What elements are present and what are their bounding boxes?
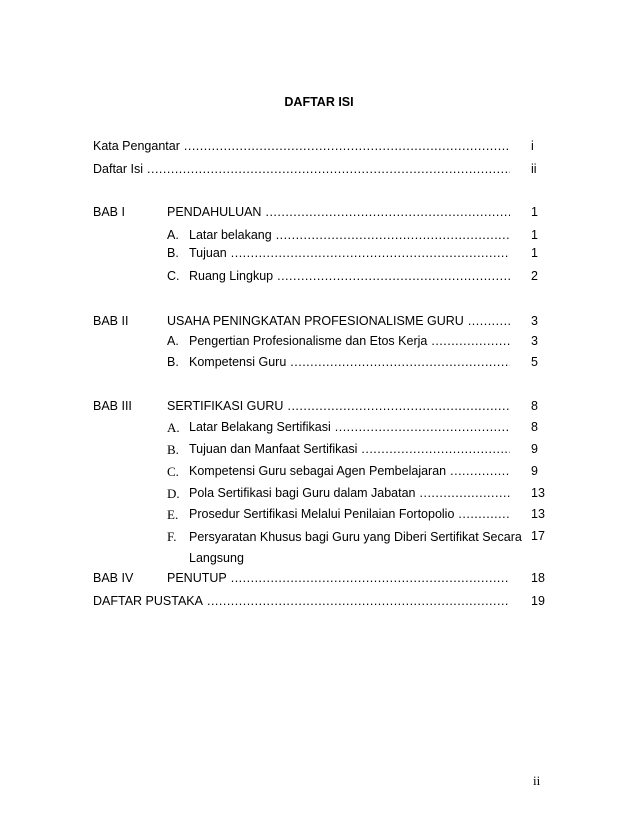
- dot-leader: [361, 442, 510, 456]
- toc-entry-chapter-3[interactable]: [167, 399, 510, 413]
- toc-page-number: 3: [531, 334, 538, 348]
- toc-entry-chapter-2[interactable]: [167, 314, 510, 328]
- toc-page-number: ii: [531, 162, 537, 176]
- item-label: Kompetensi Guru: [189, 355, 287, 369]
- toc-page-number: i: [531, 139, 534, 153]
- toc-entry-item[interactable]: [189, 334, 510, 348]
- chapter-title: PENUTUP: [167, 571, 227, 585]
- item-label: Latar Belakang Sertifikasi: [189, 420, 331, 434]
- toc-page-number: 5: [531, 355, 538, 369]
- toc-page-number: 8: [531, 420, 538, 434]
- toc-page-number: 3: [531, 314, 538, 328]
- item-letter: F.: [167, 529, 177, 544]
- item-label: Tujuan dan Manfaat Sertifikasi: [189, 442, 358, 456]
- toc-page-number: 8: [531, 399, 538, 413]
- toc-entry-item[interactable]: [189, 355, 510, 369]
- chapter-title: PENDAHULUAN: [167, 205, 262, 219]
- toc-entry-item[interactable]: [189, 464, 510, 478]
- toc-entry-chapter-1[interactable]: [167, 205, 510, 219]
- item-letter: A.: [167, 334, 179, 348]
- dot-leader: [335, 420, 510, 434]
- dot-leader: [231, 571, 510, 585]
- item-letter: D.: [167, 486, 180, 501]
- toc-page-number: 17: [531, 529, 545, 543]
- item-label: Pengertian Profesionalisme dan Etos Kerja: [189, 334, 428, 348]
- dot-leader: [277, 269, 510, 283]
- dot-leader: [207, 594, 510, 608]
- dot-leader: [184, 139, 510, 153]
- toc-page-number: 13: [531, 486, 545, 500]
- item-letter: A.: [167, 228, 179, 242]
- item-label: Prosedur Sertifikasi Melalui Penilaian Fortopolio: [189, 507, 455, 521]
- dot-leader: [147, 162, 510, 176]
- item-label: Pola Sertifikasi bagi Guru dalam Jabatan: [189, 486, 416, 500]
- toc-entry-item-long[interactable]: Persyaratan Khusus bagi Guru yang Diberi Sertifikat Secara: [189, 530, 522, 544]
- toc-page-number: 9: [531, 464, 538, 478]
- toc-entry-daftar-pustaka[interactable]: [93, 594, 510, 608]
- item-letter: E.: [167, 507, 179, 522]
- item-label: Kompetensi Guru sebagai Agen Pembelajaran: [189, 464, 447, 478]
- chapter-label: BAB II: [93, 314, 129, 328]
- chapter-title: USAHA PENINGKATAN PROFESIONALISME GURU: [167, 314, 464, 328]
- item-label-continuation: Langsung: [189, 551, 244, 565]
- dot-leader: [420, 486, 510, 500]
- toc-page-number: 2: [531, 269, 538, 283]
- item-letter: B.: [167, 355, 179, 369]
- chapter-title: SERTIFIKASI GURU: [167, 399, 284, 413]
- item-letter: B.: [167, 442, 179, 457]
- dot-leader: [265, 205, 510, 219]
- toc-entry-item[interactable]: [189, 507, 510, 521]
- page-title: DAFTAR ISI: [284, 95, 354, 109]
- toc-entry-label: Kata Pengantar: [93, 139, 180, 153]
- dot-leader: [290, 355, 510, 369]
- chapter-label: BAB IV: [93, 571, 134, 585]
- toc-entry-label: Daftar Isi: [93, 162, 144, 176]
- toc-page-number: 9: [531, 442, 538, 456]
- toc-entry-item[interactable]: [189, 269, 510, 283]
- chapter-label: BAB III: [93, 399, 132, 413]
- toc-page-number: 13: [531, 507, 545, 521]
- toc-entry-item[interactable]: [189, 228, 510, 242]
- toc-page-number: 1: [531, 246, 538, 260]
- toc-entry-daftar-isi[interactable]: [93, 162, 510, 176]
- dot-leader: [458, 507, 510, 521]
- item-letter: C.: [167, 269, 180, 283]
- toc-entry-item[interactable]: [189, 486, 510, 500]
- item-letter: A.: [167, 420, 180, 435]
- toc-entry-item[interactable]: [189, 246, 510, 260]
- item-label: Ruang Lingkup: [189, 269, 274, 283]
- dot-leader: [450, 464, 510, 478]
- dot-leader: [276, 228, 510, 242]
- item-label: Latar belakang: [189, 228, 272, 242]
- item-letter: B.: [167, 246, 179, 260]
- dot-leader: [287, 399, 510, 413]
- toc-page-number: 19: [531, 594, 545, 608]
- dot-leader: [468, 314, 510, 328]
- toc-page-number: 1: [531, 205, 538, 219]
- dot-leader: [231, 246, 510, 260]
- toc-entry-label: DAFTAR PUSTAKA: [93, 594, 203, 608]
- dot-leader: [431, 334, 510, 348]
- item-letter: C.: [167, 464, 179, 479]
- toc-entry-item[interactable]: [189, 420, 510, 434]
- toc-page-number: 1: [531, 228, 538, 242]
- chapter-label: BAB I: [93, 205, 125, 219]
- toc-entry-item[interactable]: [189, 442, 510, 456]
- footer-page-number: ii: [533, 773, 541, 788]
- toc-entry-chapter-4[interactable]: [167, 571, 510, 585]
- item-label: Tujuan: [189, 246, 227, 260]
- toc-entry-kata-pengantar[interactable]: [93, 139, 510, 153]
- toc-page-number: 18: [531, 571, 545, 585]
